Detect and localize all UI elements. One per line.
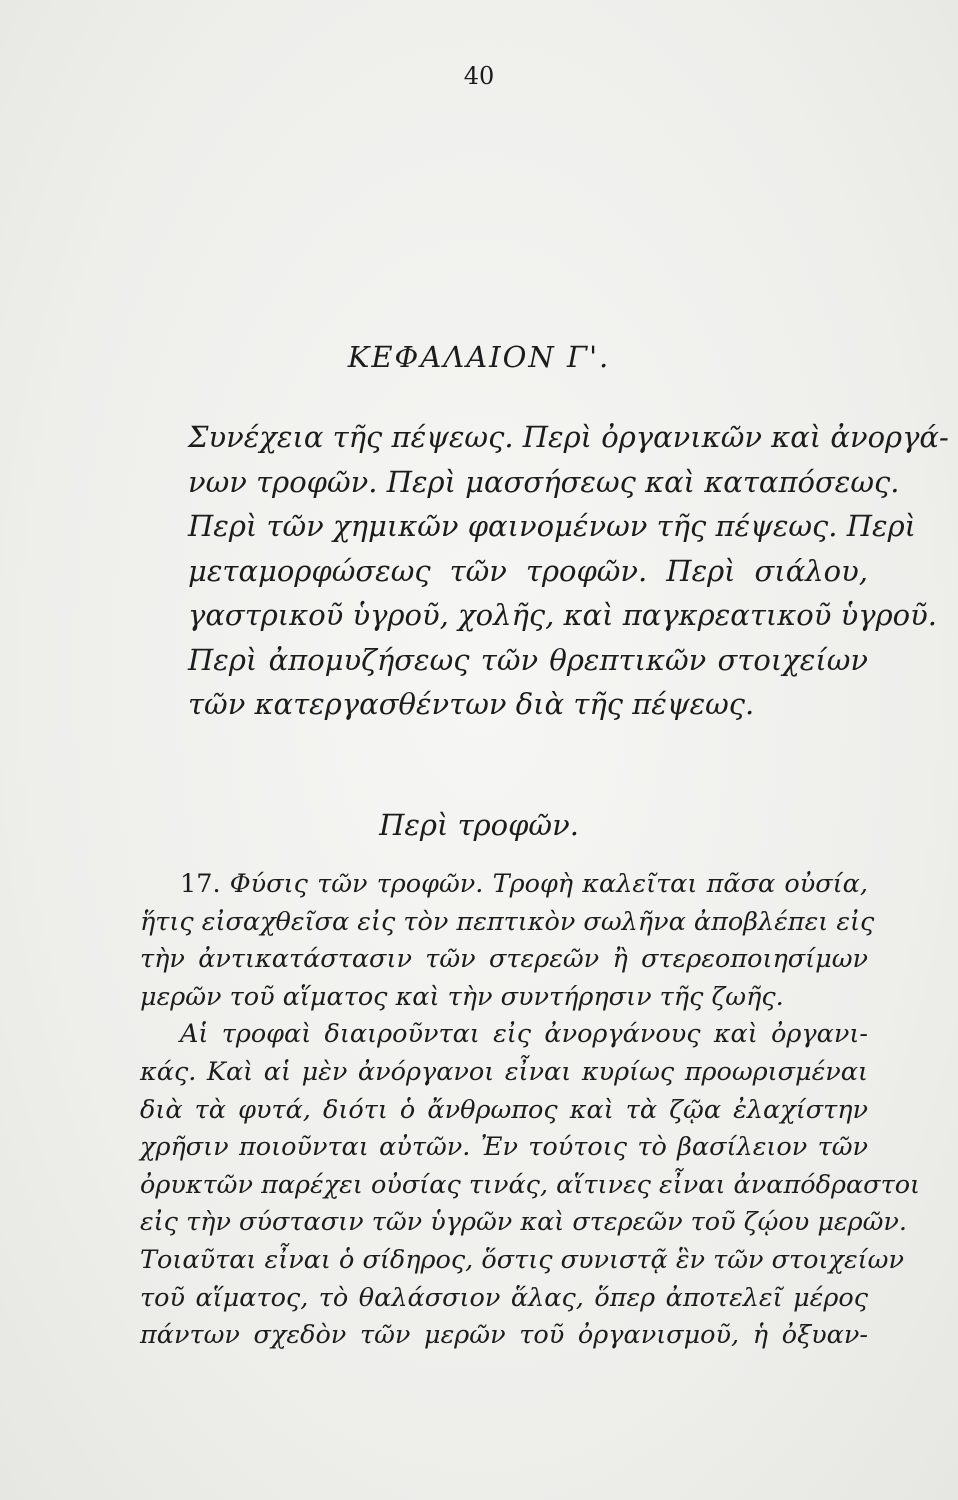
body-line: ἥτις εἰσαχθεῖσα εἰς τὸν πεπτικὸν σωλῆνα ἀποβλέπει εἰς bbox=[140, 906, 875, 937]
body-line: τοῦ αἵματος, τὸ θαλάσσιον ἅλας, ὅπερ ἀποτελεῖ μέρος bbox=[140, 1282, 868, 1313]
summary-line: Περὶ τῶν χημικῶν φαινομένων τῆς πέψεως. Περὶ bbox=[188, 509, 916, 543]
body-line: διὰ τὰ φυτά, διότι ὁ ἄνθρωπος καὶ τὰ ζῷα ἐλαχίστην bbox=[140, 1094, 868, 1125]
body-line: πάντων σχεδὸν τῶν μερῶν τοῦ ὀργανισμοῦ, ἡ ὀξυαν- bbox=[140, 1320, 868, 1351]
summary-line: γαστρικοῦ ὑγροῦ, χολῆς, καὶ παγκρεατικοῦ ὑγροῦ. bbox=[188, 598, 937, 632]
body-line: εἰς τὴν σύστασιν τῶν ὑγρῶν καὶ στερεῶν τοῦ ζῴου μερῶν. bbox=[140, 1207, 907, 1238]
body-line: χρῆσιν ποιοῦνται αὐτῶν. Ἐν τούτοις τὸ βασίλειον τῶν bbox=[140, 1132, 868, 1163]
body-line-text: Φύσις τῶν τροφῶν. Τροφὴ καλεῖται πᾶσα οὐσία, bbox=[229, 869, 869, 899]
body-text bbox=[140, 866, 921, 1355]
body-line: Τοιαῦται εἶναι ὁ σίδηρος, ὅστις συνιστᾷ ἓν τῶν στοιχείων bbox=[140, 1244, 904, 1275]
chapter-summary bbox=[188, 415, 949, 727]
paragraph-number: 17. bbox=[180, 869, 221, 899]
summary-line: μεταμορφώσεως τῶν τροφῶν. Περὶ σιάλου, bbox=[188, 553, 868, 588]
section-heading: Περὶ τροφῶν. bbox=[379, 808, 579, 842]
summary-line: τῶν κατεργασθέντων διὰ τῆς πέψεως. bbox=[188, 687, 755, 721]
body-line: ὀρυκτῶν παρέχει οὐσίας τινάς, αἵτινες εἶναι ἀναπόδραστοι bbox=[140, 1169, 921, 1200]
summary-line: Συνέχεια τῆς πέψεως. Περὶ ὀργανικῶν καὶ ἀνοργά- bbox=[188, 420, 949, 454]
body-line: κάς. Καὶ αἱ μὲν ἀνόργανοι εἶναι κυρίως προωρισμέναι bbox=[140, 1056, 868, 1087]
chapter-title: ΚΕΦΑΛΑΙΟΝ Γ'. bbox=[347, 340, 611, 374]
summary-line: Περὶ ἀπομυζήσεως τῶν θρεπτικῶν στοιχείων bbox=[188, 642, 868, 677]
body-line bbox=[140, 866, 868, 904]
body-line: μερῶν τοῦ αἵματος καὶ τὴν συντήρησιν τῆς ζωῆς. bbox=[140, 981, 784, 1012]
summary-line: νων τροφῶν. Περὶ μασσήσεως καὶ καταπόσεως. bbox=[188, 464, 900, 499]
body-line: τὴν ἀντικατάστασιν τῶν στερεῶν ἢ στερεοποιησίμων bbox=[140, 944, 868, 975]
body-line: Αἱ τροφαὶ διαιροῦνται εἰς ἀνοργάνους καὶ ὀργανι- bbox=[180, 1019, 868, 1050]
page-number: 40 bbox=[463, 62, 495, 90]
